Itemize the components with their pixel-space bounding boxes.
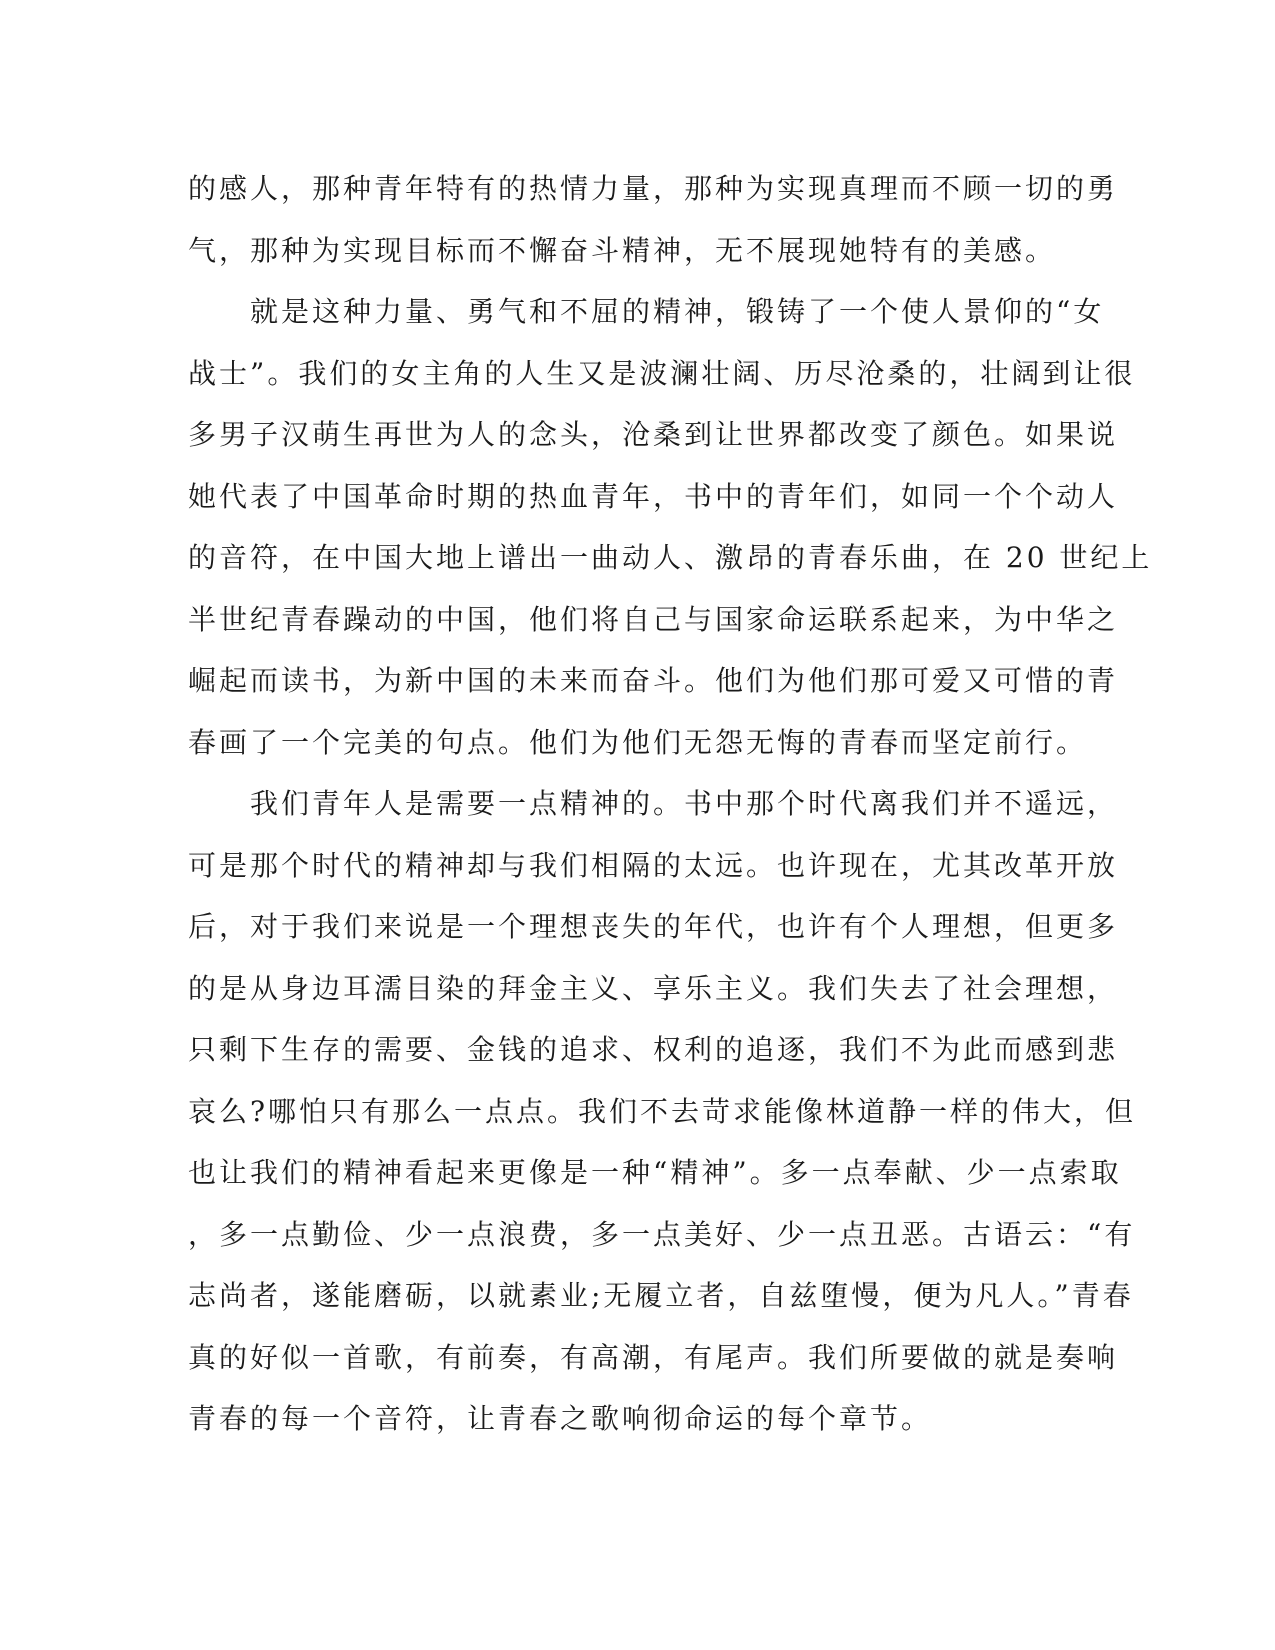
text-line: 只剩下生存的需要、金钱的追求、权利的追逐，我们不为此而感到悲 bbox=[188, 1033, 1119, 1066]
text-line: 崛起而读书，为新中国的未来而奋斗。他们为他们那可爱又可惜的青 bbox=[188, 664, 1119, 697]
text-line: 真的好似一首歌，有前奏，有高潮，有尾声。我们所要做的就是奏响 bbox=[188, 1340, 1119, 1374]
text-line: 多男子汉萌生再世为人的念头，沧桑到让世界都改变了颜色。如果说 bbox=[188, 418, 1119, 451]
text-line: 的感人，那种青年特有的热情力量，那种为实现真理而不顾一切的勇 bbox=[188, 172, 1119, 205]
text-line: 可是那个时代的精神却与我们相隔的太远。也许现在，尤其改革开放 bbox=[188, 848, 1119, 882]
text-line: 春画了一个完美的句点。他们为他们无怨无悔的青春而坚定前行。 bbox=[188, 725, 1088, 759]
text-line: ，多一点勤俭、少一点浪费，多一点美好、少一点丑恶。古语云：“有 bbox=[188, 1217, 1136, 1251]
text-line: 的是从身边耳濡目染的拜金主义、享乐主义。我们失去了社会理想， bbox=[188, 971, 1119, 1005]
text-line: 哀么?哪怕只有那么一点点。我们不去苛求能像林道静一样的伟大，但 bbox=[188, 1094, 1137, 1128]
text-line: 青春的每一个音符，让青春之歌响彻命运的每个章节。 bbox=[188, 1402, 933, 1435]
text-line: 后，对于我们来说是一个理想丧失的年代，也许有个人理想，但更多 bbox=[188, 910, 1119, 943]
text-line: 就是这种力量、勇气和不屈的精神，锻铸了一个使人景仰的“女 bbox=[188, 295, 1105, 328]
text-line: 的音符，在中国大地上谱出一曲动人、激昂的青春乐曲，在 20 世纪上 bbox=[188, 541, 1153, 574]
text-line: 气，那种为实现目标而不懈奋斗精神，无不展现她特有的美感。 bbox=[188, 233, 1057, 267]
text-line: 半世纪青春躁动的中国，他们将自己与国家命运联系起来，为中华之 bbox=[188, 602, 1119, 636]
text-line: 战士”。我们的女主角的人生又是波澜壮阔、历尽沧桑的，壮阔到让很 bbox=[188, 356, 1136, 390]
text-line: 她代表了中国革命时期的热血青年，书中的青年们，如同一个个动人 bbox=[188, 479, 1119, 513]
text-line: 也让我们的精神看起来更像是一种“精神”。多一点奉献、少一点索取 bbox=[188, 1156, 1122, 1189]
text-line: 我们青年人是需要一点精神的。书中那个时代离我们并不遥远， bbox=[188, 787, 1119, 820]
text-line: 志尚者，遂能磨砺，以就素业;无履立者，自兹堕慢，便为凡人。”青春 bbox=[188, 1279, 1134, 1312]
body-text bbox=[188, 158, 1153, 1450]
